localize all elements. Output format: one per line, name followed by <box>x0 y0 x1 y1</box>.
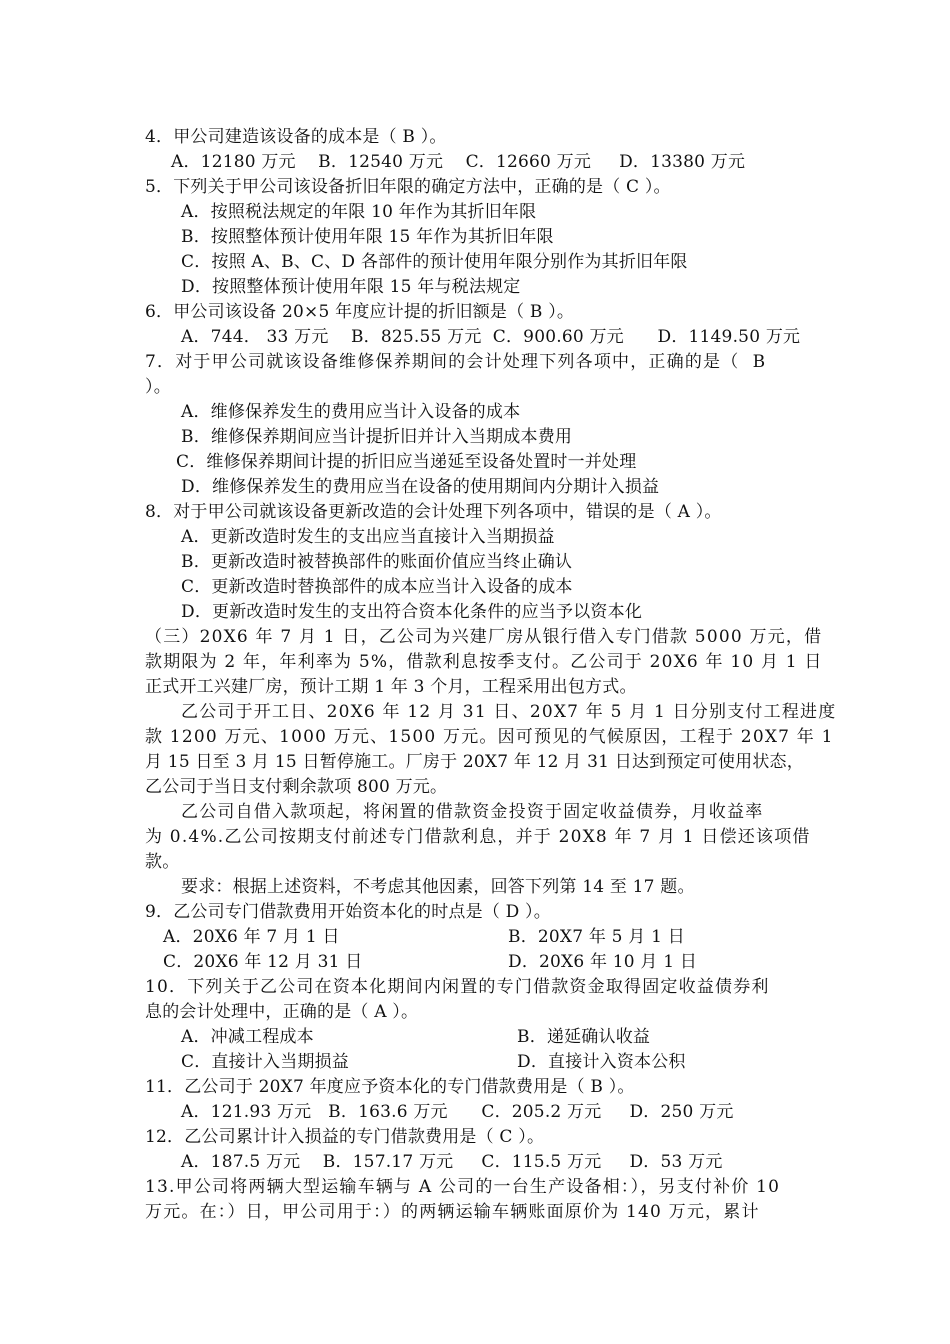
question-7-option-a: A．维修保养发生的费用应当计入设备的成本 <box>181 402 521 422</box>
question-12-options: A．187.5 万元 B．157.17 万元 C．115.5 万元 D．53 万元 <box>181 1152 723 1172</box>
question-7: 7．对于甲公司就该设备维修保养期间的会计处理下列各项中，正确的是（ B <box>145 352 767 372</box>
case-three-paragraph-3-line-1: 乙公司自借入款项起，将闲置的借款资金投资于固定收益债券，月收益率 <box>181 802 764 822</box>
question-8-option-a: A．更新改造时发生的支出应当直接计入当期损益 <box>181 527 555 547</box>
question-12: 12．乙公司累计计入损益的专门借款费用是（ C ）。 <box>145 1127 545 1147</box>
question-7-option-b: B．维修保养期间应当计提折旧并计入当期成本费用 <box>181 427 573 447</box>
question-10-option-d: D．直接计入资本公积 <box>517 1052 686 1072</box>
case-three-paragraph-2-line-1: 乙公司于开工日、20X6 年 12 月 31 日、20X7 年 5 月 1 日分别支付工程进度 <box>181 702 837 722</box>
case-three-paragraph-2-line-4: 乙公司于当日支付剩余款项 800 万元。 <box>145 777 448 797</box>
case-three-paragraph-3-line-3: 款。 <box>145 852 180 872</box>
question-8-option-b: B．更新改造时被替换部件的账面价值应当终止确认 <box>181 552 573 572</box>
question-9-option-d: D．20X6 年 10 月 1 日 <box>508 952 698 972</box>
case-three-paragraph-1-line-2: 款期限为 2 年，年利率为 5%，借款利息按季支付。乙公司于 20X6 年 10 月 1 日 <box>145 652 823 672</box>
case-three-paragraph-1-line-1: （三）20X6 年 7 月 1 日，乙公司为兴建厂房从银行借入专门借款 5000 万元，借 <box>145 627 823 647</box>
question-10-option-c: C．直接计入当期损益 <box>181 1052 350 1072</box>
case-three-paragraph-1-line-3: 正式开工兴建厂房，预计工期 1 年 3 个月，工程采用出包方式。 <box>145 677 637 697</box>
question-13-line-1: 13.甲公司将两辆大型运输车辆与 A 公司的一台生产设备相：），另支付补价 10 <box>145 1177 781 1197</box>
question-9-option-a: A．20X6 年 7 月 1 日 <box>163 927 340 947</box>
question-7-continued: ）。 <box>145 377 171 397</box>
question-5-option-a: A．按照税法规定的年限 10 年作为其折旧年限 <box>181 202 537 222</box>
question-5-option-d: D．按照整体预计使用年限 15 年与税法规定 <box>181 277 521 297</box>
question-7-option-c: C．维修保养期间计提的折旧应当递延至设备处置时一并处理 <box>176 452 637 472</box>
question-13-line-2: 万元。在：）日，甲公司用于：）的两辆运输车辆账面原价为 140 万元，累计 <box>145 1202 760 1222</box>
question-5-option-c: C．按照 A、B、C、D 各部件的预计使用年限分别作为其折旧年限 <box>181 252 688 272</box>
question-7-option-d: D．维修保养发生的费用应当在设备的使用期间内分期计入损益 <box>181 477 660 497</box>
question-9-option-b: B．20X7 年 5 月 1 日 <box>508 927 685 947</box>
question-8-option-c: C．更新改造时替换部件的成本应当计入设备的成本 <box>181 577 573 597</box>
question-10-option-b: B．递延确认收益 <box>517 1027 651 1047</box>
question-6: 6．甲公司该设备 20×5 年度应计提的折旧额是（ B ）。 <box>145 302 575 322</box>
case-three-paragraph-3-line-2: 为 0.4%.乙公司按期支付前述专门借款利息，并于 20X8 年 7 月 1 日偿还该项借 <box>145 827 811 847</box>
question-8-option-d: D．更新改造时发生的支出符合资本化条件的应当予以资本化 <box>181 602 643 622</box>
question-6-options: A．744． 33 万元 B．825.55 万元 C．900.60 万元 D．1149.50 万元 <box>181 327 801 347</box>
case-three-paragraph-2-line-2: 款 1200 万元、1000 万元、1500 万元。因可预见的气候原因，工程于 20X7 年 1 <box>145 727 834 747</box>
question-5-option-b: B．按照整体预计使用年限 15 年作为其折旧年限 <box>181 227 554 247</box>
question-9-option-c: C．20X6 年 12 月 31 日 <box>163 952 363 972</box>
case-three-paragraph-2-line-3: 月 15 日至 3 月 15 日暂停施工。厂房于 20X7 年 12 月 31 日达到预定可使用状态， <box>145 752 804 772</box>
question-4: 4．甲公司建造该设备的成本是（ B ）。 <box>145 127 447 147</box>
question-10-option-a: A．冲减工程成本 <box>181 1027 314 1047</box>
requirement-text: 要求：根据上述资料，不考虑其他因素，回答下列第 14 至 17 题。 <box>181 877 695 897</box>
question-11-options: A．121.93 万元 B．163.6 万元 C．205.2 万元 D．250 万元 <box>181 1102 734 1122</box>
question-10: 10．下列关于乙公司在资本化期间内闲置的专门借款资金取得固定收益债券利 <box>145 977 770 997</box>
question-4-options: A．12180 万元 B．12540 万元 C．12660 万元 D．13380 万元 <box>171 152 746 172</box>
question-8: 8．对于甲公司就该设备更新改造的会计处理下列各项中，错误的是（ A ）。 <box>145 502 722 522</box>
question-11: 11．乙公司于 20X7 年度应予资本化的专门借款费用是（ B ）。 <box>145 1077 635 1097</box>
question-9: 9．乙公司专门借款费用开始资本化的时点是（ D ）。 <box>145 902 551 922</box>
question-10-continued: 息的会计处理中，正确的是（ A ）。 <box>145 1002 419 1022</box>
question-5: 5．下列关于甲公司该设备折旧年限的确定方法中，正确的是（ C ）。 <box>145 177 671 197</box>
